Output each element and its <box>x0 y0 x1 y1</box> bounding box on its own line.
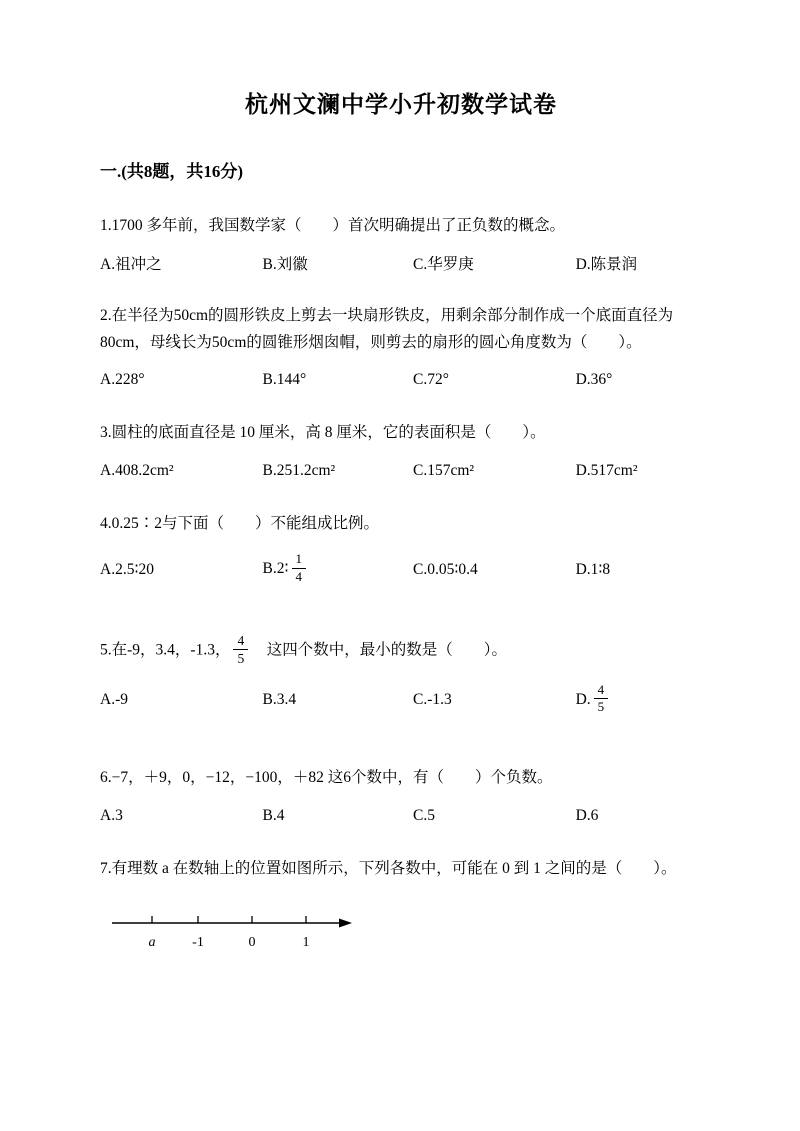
question-2-option-c: C.72° <box>413 371 449 389</box>
question-5-options <box>100 681 702 717</box>
question-4-option-c: C.0.05∶0.4 <box>413 560 478 578</box>
fraction-denominator: 4 <box>295 568 303 584</box>
fraction-denominator: 5 <box>237 651 245 667</box>
number-line-arrowhead <box>339 918 352 927</box>
question-1-option-a: A.祖冲之 <box>100 256 162 274</box>
fraction-numerator: 4 <box>594 683 609 700</box>
fraction-four-fifths <box>594 683 609 716</box>
question-5-option-d-prefix: D. <box>575 690 591 708</box>
question-3-option-c: C.157cm² <box>413 461 475 479</box>
question-6-option-d: D.6 <box>575 806 599 824</box>
number-line-label-zero: 0 <box>248 934 256 950</box>
question-4-option-a: A.2.5∶20 <box>100 560 154 578</box>
question-3-option-d: D.517cm² <box>575 461 638 479</box>
question-2-option-d: D.36° <box>575 371 613 389</box>
page-title: 杭州文澜中学小升初数学试卷 <box>245 92 557 117</box>
question-5-option-a: A.-9 <box>100 690 128 708</box>
spacer <box>100 750 702 764</box>
question-4-option-d: D.1∶8 <box>575 560 611 578</box>
question-5 <box>100 634 702 717</box>
number-line-label-neg1: -1 <box>192 934 204 950</box>
question-5-text-suffix: 这四个数中，最小的数是（ ）。 <box>251 641 507 659</box>
question-6-option-a: A.3 <box>100 806 123 824</box>
question-2-text: 2.在半径为50cm的圆形铁皮上剪去一块扇形铁皮，用剩余部分制作成一个底面直径为80cm，母线长为50cm的圆锥形烟囱帽，则剪去的扇形的圆心角度数为（ ）。 <box>100 307 674 352</box>
question-4-option-b-prefix: B.2∶ <box>262 559 289 577</box>
question-4-options <box>100 550 702 586</box>
question-6 <box>100 764 702 827</box>
spacer <box>100 620 702 634</box>
question-7-text: 7.有理数 a 在数轴上的位置如图所示，下列各数中，可能在 0 到 1 之间的是（ ）。 <box>100 859 677 877</box>
question-2 <box>100 302 702 392</box>
question-1-option-d: D.陈景润 <box>575 256 638 274</box>
fraction-denominator: 5 <box>597 699 605 715</box>
number-line-label-a: a <box>148 934 156 950</box>
question-5-option-d <box>575 681 702 717</box>
question-3-option-b: B.251.2cm² <box>262 461 336 479</box>
question-2-option-a: A.228° <box>100 371 145 389</box>
number-line-svg <box>110 908 360 956</box>
question-6-option-c: C.5 <box>413 806 435 824</box>
question-3-options <box>100 459 702 483</box>
question-5-text-prefix: 5.在-9，3.4，-1.3， <box>100 641 231 659</box>
question-5-option-b: B.3.4 <box>262 690 297 708</box>
question-1-text: 1.1700 多年前，我国数学家（ ）首次明确提出了正负数的概念。 <box>100 217 566 234</box>
question-3-text: 3.圆柱的底面直径是 10 厘米，高 8 厘米，它的表面积是（ ）。 <box>100 424 546 442</box>
question-1 <box>100 212 702 275</box>
question-2-option-b: B.144° <box>262 371 307 389</box>
question-1-options <box>100 251 702 275</box>
question-2-options <box>100 368 702 392</box>
question-1-option-c: C.华罗庚 <box>413 256 474 274</box>
number-line-figure <box>110 908 702 961</box>
question-4 <box>100 510 702 586</box>
fraction-four-fifths <box>233 633 248 667</box>
fraction-numerator: 1 <box>292 552 307 569</box>
section-header: 一.(共8题，共16分) <box>100 162 244 181</box>
question-4-option-b <box>262 550 414 586</box>
question-3-option-a: A.408.2cm² <box>100 461 174 479</box>
question-6-options <box>100 804 702 828</box>
question-4-text: 4.0.25∶2与下面（ ）不能组成比例。 <box>100 514 380 532</box>
fraction-one-quarter <box>292 552 307 585</box>
question-5-text <box>100 634 702 668</box>
question-3 <box>100 419 702 482</box>
question-1-option-b: B.刘徽 <box>262 256 308 274</box>
question-5-option-c: C.-1.3 <box>413 690 452 708</box>
question-7 <box>100 855 702 961</box>
question-6-option-b: B.4 <box>262 806 285 824</box>
number-line-label-one: 1 <box>302 934 310 950</box>
fraction-numerator: 4 <box>233 633 248 651</box>
question-6-text: 6.−7，＋9，0，−12，−100，＋82 这6个数中，有（ ）个负数。 <box>100 769 553 787</box>
